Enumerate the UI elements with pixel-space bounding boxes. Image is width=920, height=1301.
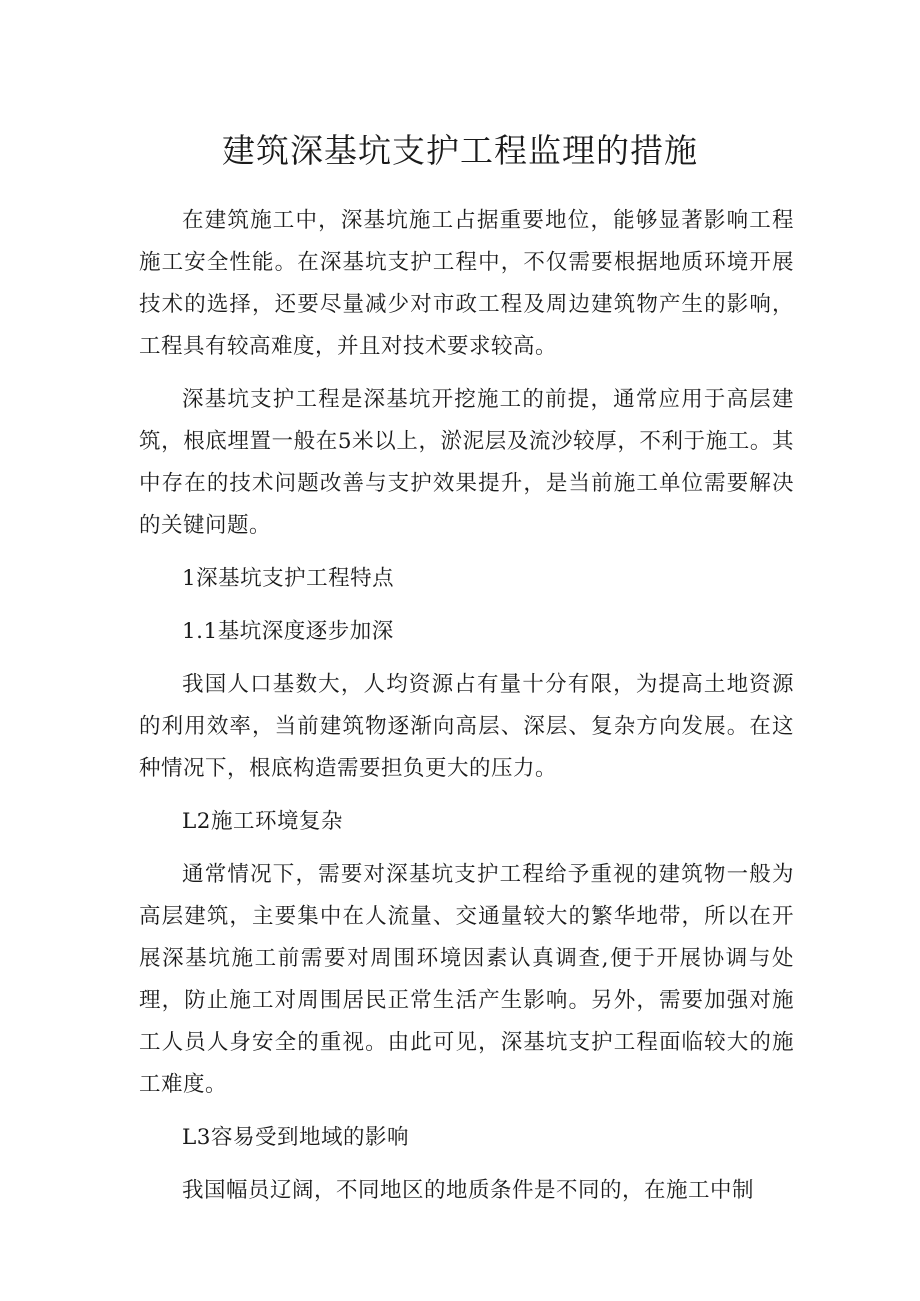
document-body [139, 200, 794, 1223]
paragraph-1-2: 通常情况下，需要对深基坑支护工程给予重视的建筑物一般为高层建筑，主要集中在人流量、交通量较大的繁华地带，所以在开展深基坑施工前需要对周围环境因素认真调查,便于开展协调与处理，防止施工对周围居民正常生活产生影响。另外，需要加强对施工人员人身安全的重视。由此可见，深基坑支护工程面临较大的施工难度。 [139, 862, 794, 1097]
paragraph-1-3: 我国幅员辽阔，不同地区的地质条件是不同的，在施工中制 [182, 1178, 755, 1203]
paragraph-1-1: 我国人口基数大，人均资源占有量十分有限，为提高土地资源的利用效率，当前建筑物逐渐向高层、深层、复杂方向发展。在这种情况下，根底构造需要担负更大的压力。 [139, 672, 794, 781]
subsection-heading-1-3: L3容易受到地域的影响 [182, 1125, 409, 1150]
document-title: 建筑深基坑支护工程监理的措施 [222, 131, 698, 170]
paragraph-intro-1: 在建筑施工中，深基坑施工占据重要地位，能够显著影响工程施工安全性能。在深基坑支护工程中，不仅需要根据地质环境开展技术的选择，还要尽量减少对市政工程及周边建筑物产生的影响，工程具有较高难度，并且对技术要求较高。 [139, 208, 794, 359]
subsection-heading-1-1: 1.1基坑深度逐步加深 [182, 619, 394, 644]
section-heading-1: 1深基坑支护工程特点 [182, 566, 395, 591]
subsection-heading-1-2: L2施工环境复杂 [182, 809, 343, 834]
paragraph-intro-2: 深基坑支护工程是深基坑开挖施工的前提，通常应用于高层建筑，根底埋置一般在5米以上，淤泥层及流沙较厚，不利于施工。其中存在的技术问题改善与支护效果提升，是当前施工单位需要解决的关键问题。 [139, 387, 794, 538]
